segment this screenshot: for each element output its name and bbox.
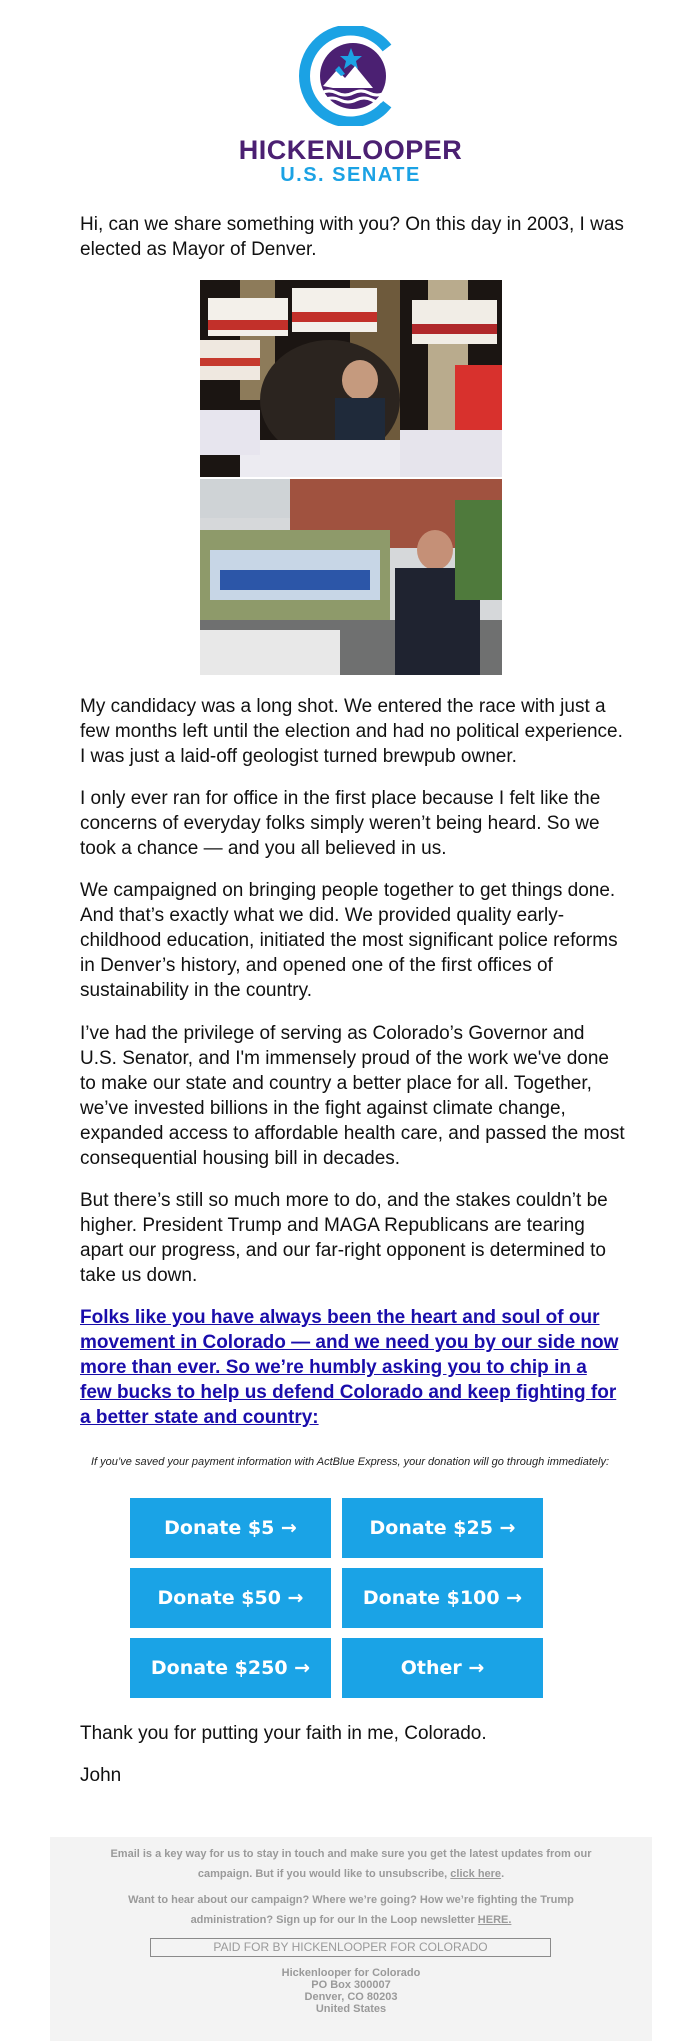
paragraph-stakes: But there’s still so much more to do, and the stakes couldn’t be higher. President Trump and MAGA Republicans are tearing apart our progress, and our far-right opponent is determined to take us down. <box>80 1190 608 1286</box>
paragraph-candidacy: My candidacy was a long shot. We entered the race with just a few months left until the election and had no political experience. I was just a laid-off geologist turned brewpub owner. <box>80 696 623 767</box>
unsubscribe-text: Email is a key way for us to stay in touch and make sure you get the latest updates from our campaign. But if you would like to unsubscribe, click here. <box>110 1848 592 1880</box>
paragraph-record: I’ve had the privilege of serving as Colorado’s Governor and U.S. Senator, and I'm immensely proud of the work we've done to make our state and country a better place for all. Together, we’ve invested billions in the fight against climate change, expanded access to affordable health care, and passed the most consequential housing bill in decades. <box>80 1023 625 1169</box>
donate-cta-link[interactable]: Folks like you have always been the heart and soul of our movement in Colorado — and we need you by our side now more than ever. So we’re humbly asking you to chip in a few bucks to help us defend Colorado and keep fighting for a better state and country: <box>80 1307 619 1428</box>
donate-25-button[interactable]: Donate $25 → <box>342 1498 543 1558</box>
unsubscribe-link[interactable]: click here <box>450 1868 502 1880</box>
intro-paragraph: Hi, can we share something with you? On this day in 2003, I was elected as Mayor of Denver. <box>80 214 624 260</box>
campaign-photo <box>200 280 502 675</box>
donate-5-button[interactable]: Donate $5 → <box>130 1498 331 1558</box>
logo-emblem-icon <box>293 26 405 126</box>
address-line: Hickenlooper for Colorado <box>281 1967 421 1979</box>
newsletter-text <box>90 1890 612 1930</box>
campaign-logo <box>238 26 463 186</box>
newsletter-link[interactable]: HERE. <box>477 1914 512 1926</box>
email-footer <box>50 1837 652 2041</box>
paragraph-campaign: We campaigned on bringing people together to get things done. And that’s exactly what we did. We provided quality early-childhood education, initiated the most significant police reforms in Denver’s history, and opened one of the first offices of sustainability in the country. <box>80 880 618 1001</box>
paid-for-disclaimer: PAID FOR BY HICKENLOOPER FOR COLORADO <box>150 1938 551 1957</box>
logo-subtitle: U.S. SENATE <box>280 164 421 186</box>
address-line: United States <box>315 2003 387 2015</box>
newsletter-message: Want to hear about our campaign? Where we’re going? How we’re fighting the Trump administration? Sign up for our In the Loop newsletter <box>128 1894 574 1926</box>
thanks-line: Thank you for putting your faith in me, Colorado. <box>80 1723 487 1744</box>
mailing-address <box>90 1967 612 2015</box>
paragraph-why-ran: I only ever ran for office in the first place because I felt like the concerns of everyday folks simply weren’t being heard. So we took a chance — and you all believed in us. <box>80 788 601 859</box>
actblue-express-note: If you’ve saved your payment information with ActBlue Express, your donation will go through immediately: <box>90 1456 610 1468</box>
donate-50-button[interactable]: Donate $50 → <box>130 1568 331 1628</box>
address-line: PO Box 300007 <box>311 1979 391 1991</box>
address-line: Denver, CO 80203 <box>304 1991 398 2003</box>
donate-100-button[interactable]: Donate $100 → <box>342 1568 543 1628</box>
donate-250-button[interactable]: Donate $250 → <box>130 1638 331 1698</box>
logo-name: HICKENLOOPER <box>238 135 463 165</box>
donate-other-button[interactable]: Other → <box>342 1638 543 1698</box>
unsubscribe-message: Email is a key way for us to stay in touch and make sure you get the latest updates from our campaign. But if you would like to unsubscribe, <box>110 1848 592 1880</box>
signoff-name: John <box>80 1765 122 1786</box>
